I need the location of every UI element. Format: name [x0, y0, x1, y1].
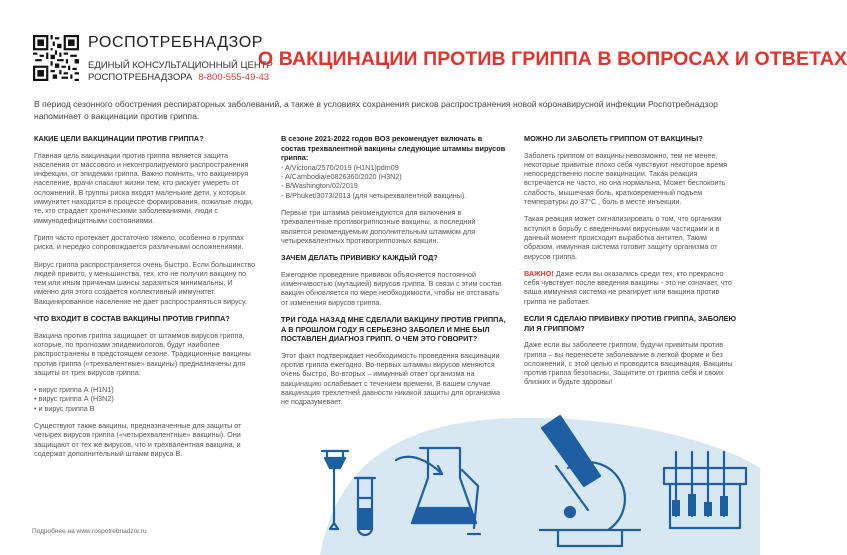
answer-paragraph: Этот факт подтверждает необходимость проведения вакцинации против гриппа ежегодно. Во-первых штаммы вирусов меняются очень быстро, Во-вторых – иммунный ответ организма на вакцинацию ослабевает с течением времени, В вашем случае вакцинация трехлетней давности никакой защиты для организма не подразумевает. [281, 350, 500, 407]
list-item: • и вирус гриппа В [34, 403, 95, 413]
org-subtitle-line1: ЕДИНЫЙ КОНСУЛЬТАЦИОННЫЙ ЦЕНТР [88, 60, 273, 71]
question-heading: ЕСЛИ Я СДЕЛАЮ ПРИВИВКУ ПРОТИВ ГРИППА, ЗАБОЛЕЮ ЛИ Я ГРИППОМ? [524, 314, 736, 333]
strain-list [281, 163, 507, 200]
important-paragraph [524, 269, 736, 306]
column-right [524, 134, 736, 395]
org-subtitle-line2 [88, 72, 269, 83]
answer-paragraph: Вакцина против гриппа защищает от штаммов вирусов гриппа, которые, по прогнозам эпидемиологов, будут наиболее распространены в предстоящем сезоне. Традиционные вакцины против гриппа («трехвалентные» вакцины) предназначены для защиты от трех вирусов гриппа: [34, 330, 251, 377]
column-middle [281, 134, 507, 415]
answer-paragraph: Грипп часто протекает достаточно тяжело, особенно в группах риска, и нередко сопровождается различными осложнениями. [34, 232, 244, 252]
question-heading: ЗАЧЕМ ДЕЛАТЬ ПРИВИВКУ КАЖДЫЙ ГОД? [281, 253, 438, 263]
section-heading: В сезоне 2021-2022 годов ВОЗ рекомендует включать в состав трехвалентной вакцины следующие штаммы вирусов гриппа: [281, 134, 506, 163]
list-item: - B/Washington/02/2019 [281, 181, 358, 191]
answer-paragraph: Такая реакция может сигнализировать о том, что организм вступил в борьбу с введенными вирусными частицами и в данный момент происходит выработка антител, Таким образом, иммунная система готовит защиту организма от вирусов гриппа. [524, 214, 722, 261]
list-item: • вирус гриппа А (H1N1) [34, 385, 114, 395]
important-label: ВАЖНО! [524, 268, 554, 278]
answer-paragraph: Заболеть гриппом от вакцины невозможно, тем не менее, некоторые привитые плохо себя чувствуют некоторое время непосредственно после вакцинации, Такая реакция встречается не часто, но она нормальна, Может беспокоить слабость, мышечная боль, кратковременный подъем температуры до 37°С , боль в месте инъекции. [524, 150, 728, 207]
org-subtitle-line2-text: РОСПОТРЕБНАДЗОРА [88, 72, 193, 83]
list-item: - A/Victoria/2570/2019 (H1N1)pdm09 [281, 162, 399, 172]
header [0, 0, 847, 92]
org-name: РОСПОТРЕБНАДЗОР [88, 34, 264, 51]
page-title: О ВАКЦИНАЦИИ ПРОТИВ ГРИППА В ВОПРОСАХ И ОТВЕТАХ [258, 48, 847, 70]
answer-paragraph: Даже если вы заболеете гриппом, будучи привитым против гриппа – вы перенесете заболевание в легкой форме и без осложнений, с этой целью и проводится вакцинация, Вакцины против гриппа безопасны, Защитите от гриппа себя и своих близких и будьте здоровы! [524, 340, 733, 387]
important-text: Даже если вы оказались среди тех, кто прекрасно себя чувствует после введения вакцины - это не означает, что ваша иммунная система не реагирует или вакцина против гриппа не работает. [524, 268, 732, 306]
illustration-background [320, 418, 760, 555]
list-item: - A/Cambodia/e0826360/2020 (H3N2) [281, 172, 402, 182]
answer-paragraph: Главная цель вакцинации против гриппа является защита населения от массового и неконтролируемого распространения инфекции, от эпидемии гриппа. Важно помнить, что вакцинируя население, врачи спасают жизни тем, кто рискует умереть от осложнений. В группы риска входят маленькие дети, у которых иммунитет находится в процессе формирования, пожилые люди, те, кто страдает хроническими заболеваниями, люди с иммунодефицитными состояниями. [34, 150, 254, 225]
list-item: • вирус гриппа А (H3N2) [34, 394, 114, 404]
intro-text: В период сезонного обострения респираторных заболеваний, а также в условиях сохранения рисков распространения новой коронавирусной инфекции Роспотребнадзор напоминает о вакцинации против гриппа. [34, 99, 718, 121]
answer-paragraph: Первые три штамма рекомендуются для включения в трехвалентные противогриппозные вакцины, а последний является рекомендуемым дополнительным штаммом для четырехвалентных противогриппозных вакцин. [281, 207, 476, 245]
footer-source-link[interactable]: Подробнее на www.rospotrebnadzor.ru [32, 528, 147, 535]
question-heading: МОЖНО ЛИ ЗАБОЛЕТЬ ГРИППОМ ОТ ВАКЦИНЫ? [524, 134, 703, 143]
question-heading: ТРИ ГОДА НАЗАД МНЕ СДЕЛАЛИ ВАКЦИНУ ПРОТИВ ГРИППА, А В ПРОШЛОМ ГОДУ Я СЕРЬЕЗНО ЗАБОЛЕЛ И МНЕ БЫЛ ПОСТАВЛЕН ДИАГНОЗ ГРИПП. О ЧЕМ ЭТО ГОВОРИТ? [281, 314, 506, 344]
column-left [34, 134, 256, 466]
virus-list [34, 385, 256, 413]
answer-paragraph: Существуют также вакцины, предназначенные для защиты от четырех вирусов гриппа («четырехвалентные» вакцины). Они защищают от тех же вирусов, что и трехвалентная вакцина, и содержат дополнительный штамм вируса В. [34, 421, 242, 458]
answer-paragraph: Вирус гриппа распространяется очень быстро. Если большинство людей привито, у меньшинства, тех, кто не получил вакцину по тем или иным причинам шансы заразиться минимальны, И именно для этого создается коллективный иммунитет. Вакцинированное население не дает распространяться вирусу. [34, 259, 256, 306]
question-heading: ЧТО ВХОДИТ В СОСТАВ ВАКЦИНЫ ПРОТИВ ГРИППА? [34, 314, 230, 324]
lab-illustration [300, 408, 760, 555]
list-item: - B/Phuket/3073/2013 (для четырехвалентной вакцины). [281, 190, 467, 200]
hotline-phone: 8-800-555-49-43 [198, 72, 270, 83]
question-heading: КАКИЕ ЦЕЛИ ВАКЦИНАЦИИ ПРОТИВ ГРИППА? [34, 134, 204, 143]
answer-paragraph: Ежегодное проведение прививок объясняется постоянной изменчивостью (мутацией) вирусов гриппа. В связи с этим состав вакцин обновляется по мере необходимости, чтобы не отставать от изменения вирусов гриппа. [281, 269, 502, 307]
qr-code-icon [33, 35, 79, 81]
